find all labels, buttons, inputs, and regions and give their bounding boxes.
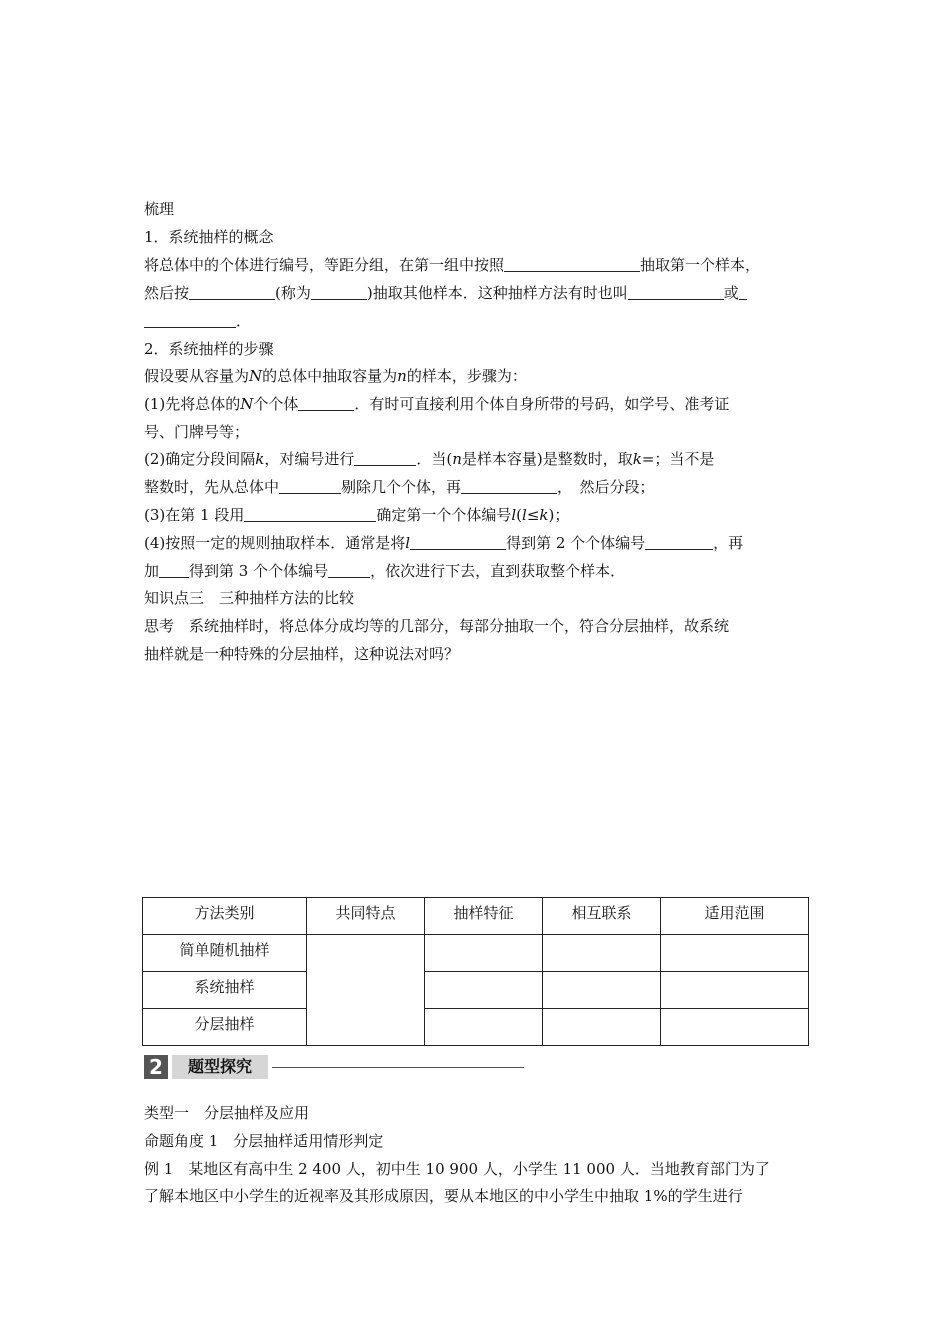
table-cell[interactable] xyxy=(425,935,543,972)
angle-1-heading: 命题角度 1 分层抽样适用情形判定 xyxy=(144,1132,384,1150)
type-1-heading: 类型一 分层抽样及应用 xyxy=(144,1104,310,1122)
knowledge-point-3: 知识点三 三种抽样方法的比较 xyxy=(144,589,355,607)
section-2-header xyxy=(144,1055,524,1079)
fill-blank[interactable] xyxy=(739,284,747,300)
table-cell[interactable] xyxy=(543,1009,661,1046)
step-1-line-1: (1)先将总体的N个个体 ．有时可直接利用个体自身所带的号码，如学号、准考证 xyxy=(144,395,730,413)
fill-blank[interactable] xyxy=(410,534,506,550)
think-line-2: 抽样就是一种特殊的分层抽样，这种说法对吗？ xyxy=(144,645,460,663)
fill-blank[interactable] xyxy=(279,478,341,494)
header-cell: 共同特点 xyxy=(307,898,425,935)
table-cell[interactable] xyxy=(425,1009,543,1046)
row-label: 系统抽样 xyxy=(143,972,307,1009)
header-cell: 适用范围 xyxy=(661,898,809,935)
fill-blank[interactable] xyxy=(461,478,557,494)
row-label: 简单随机抽样 xyxy=(143,935,307,972)
fill-blank[interactable] xyxy=(144,312,236,328)
header-cell: 抽样特征 xyxy=(425,898,543,935)
fill-blank[interactable] xyxy=(298,395,354,411)
section-divider xyxy=(272,1067,524,1068)
example-1-line-1: 例 1 某地区有高中生 2 400 人，初中生 10 900 人，小学生 11 000 人．当地教育部门为了 xyxy=(144,1160,770,1178)
fill-blank[interactable] xyxy=(311,284,367,300)
table-row xyxy=(143,935,809,972)
table-cell[interactable] xyxy=(425,972,543,1009)
fill-blank[interactable] xyxy=(628,284,724,300)
subheading-concept: 1．系统抽样的概念 xyxy=(144,228,274,246)
table-cell[interactable] xyxy=(661,972,809,1009)
think-line-1: 思考 系统抽样时，将总体分成均等的几部分，每部分抽取一个，符合分层抽样，故系统 xyxy=(144,617,730,635)
comparison-table xyxy=(142,897,809,1046)
table-cell[interactable] xyxy=(661,1009,809,1046)
table-row xyxy=(143,972,809,1009)
fill-blank[interactable] xyxy=(189,284,275,300)
section-number-badge: 2 xyxy=(144,1055,168,1079)
table-cell[interactable] xyxy=(543,935,661,972)
header-cell: 方法类别 xyxy=(143,898,307,935)
step-2-line-1: (2)确定分段间隔k，对编号进行 ．当(n是样本容量)是整数时，取k=；当不是 xyxy=(144,450,715,468)
step-1-line-2: 号、门牌号等； xyxy=(144,423,250,441)
table-cell[interactable] xyxy=(661,935,809,972)
fill-blank[interactable] xyxy=(354,450,416,466)
fill-blank[interactable] xyxy=(645,534,713,550)
concept-line-1: 将总体中的个体进行编号，等距分组，在第一组中按照 抽取第一个样本， xyxy=(144,256,761,274)
step-4-line-1: (4)按照一定的规则抽取样本．通常是将l 得到第 2 个个体编号 ，再 xyxy=(144,534,744,552)
fill-blank[interactable] xyxy=(328,562,370,578)
row-label: 分层抽样 xyxy=(143,1009,307,1046)
example-1-line-2: 了解本地区中小学生的近视率及其形成原因，要从本地区的中小学生中抽取 1%的学生进行 xyxy=(144,1187,743,1205)
header-cell: 相互联系 xyxy=(543,898,661,935)
section-title: 题型探究 xyxy=(172,1055,268,1079)
fill-blank[interactable] xyxy=(159,562,189,578)
fill-blank[interactable] xyxy=(504,256,640,272)
fill-blank[interactable] xyxy=(244,506,376,522)
table-row xyxy=(143,1009,809,1046)
concept-line-2: 然后按 (称为 )抽取其他样本．这种抽样方法有时也叫 或 xyxy=(144,283,810,303)
common-features-cell[interactable] xyxy=(307,935,425,1046)
concept-line-3: ． xyxy=(144,311,810,331)
step-4-line-2: 加 得到第 3 个个体编号 ，依次进行下去，直到获取整个样本． xyxy=(144,562,626,580)
subheading-steps: 2．系统抽样的步骤 xyxy=(144,340,274,358)
table-cell[interactable] xyxy=(543,972,661,1009)
step-3: (3)在第 1 段用 确定第一个个体编号l(l≤k)； xyxy=(144,506,570,524)
step-2-line-2: 整数时，先从总体中 剔除几个个体，再 ， 然后分段； xyxy=(144,478,655,496)
heading-shuli: 梳理 xyxy=(144,200,175,218)
steps-intro: 假设要从容量为N的总体中抽取容量为n的样本，步骤为： xyxy=(144,367,527,385)
table-header-row xyxy=(143,898,809,935)
